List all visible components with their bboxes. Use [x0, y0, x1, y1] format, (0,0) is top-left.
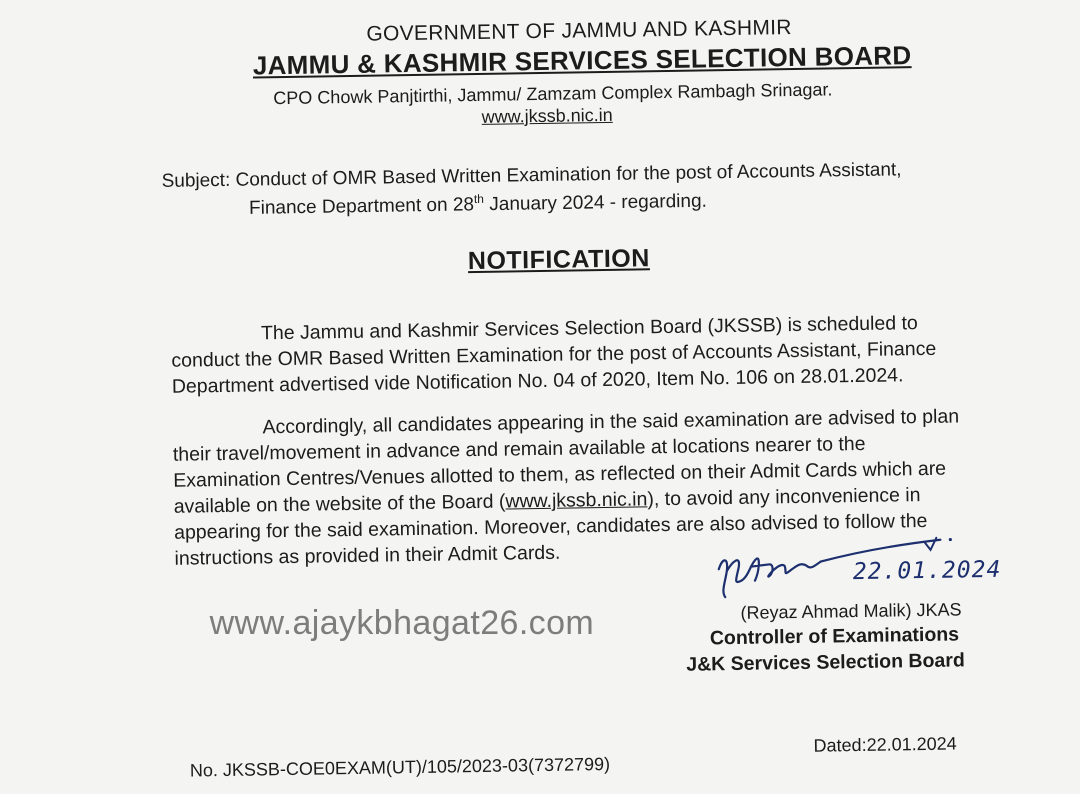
signatory-organisation: J&K Services Selection Board — [686, 649, 965, 676]
subject-line-2 — [249, 188, 707, 220]
dated-value: 22.01.2024 — [866, 733, 957, 755]
para2-line: Examination Centres/Venues allotted to them, as reflected on their Admit Cards which are — [173, 457, 947, 492]
board-address: CPO Chowk Panjtirthi, Jammu/ Zamzam Complex Rambagh Srinagar. — [273, 79, 833, 109]
para1-line: The Jammu and Kashmir Services Selection Board (JKSSB) is scheduled to — [260, 312, 918, 345]
dated-field — [813, 733, 956, 756]
watermark-text: www.ajaykbhagat26.com — [209, 604, 595, 643]
signature-date: 22.01.2024 — [852, 556, 1002, 586]
board-website-link[interactable]: www.jkssb.nic.in — [481, 104, 613, 127]
reference-number: No. JKSSB-COE0EXAM(UT)/105/2023-03(7372799) — [189, 753, 611, 781]
board-website-inline-link[interactable]: www.jkssb.nic.in — [505, 488, 648, 513]
para1-line: conduct the OMR Based Written Examination for the post of Accounts Assistant, Finance — [171, 337, 937, 372]
para2-line: their travel/movement in advance and remain available at locations nearer to the — [172, 432, 866, 466]
para2-line: instructions as provided in their Admit Cards. — [174, 541, 561, 570]
signatory-designation: Controller of Examinations — [709, 623, 960, 650]
subject-line-2-pre: Finance Department on 28 — [248, 194, 475, 219]
signatory-name: (Reyaz Ahmad Malik) JKAS — [740, 599, 962, 623]
para2-line: Accordingly, all candidates appearing in the said examination are advised to plan — [262, 405, 960, 439]
subject-line-1: Subject: Conduct of OMR Based Written Examination for the post of Accounts Assistant, — [161, 159, 902, 192]
dated-label: Dated: — [813, 734, 867, 756]
para2-line4-pre: available on the website of the Board ( — [173, 490, 506, 518]
para1-line: Department advertised vide Notification No. 04 of 2020, Item No. 106 on 28.01.2024. — [171, 364, 904, 398]
para2-line4-post: ), to avoid any inconvenience in — [647, 484, 921, 511]
notification-title: NOTIFICATION — [467, 244, 651, 276]
para2-line: appearing for the said examination. Moreover, candidates are also advised to follow the — [173, 509, 928, 544]
board-name: JAMMU & KASHMIR SERVICES SELECTION BOARD — [252, 40, 912, 81]
government-heading: GOVERNMENT OF JAMMU AND KASHMIR — [366, 16, 792, 46]
subject-line-2-post: January 2024 - regarding. — [483, 190, 708, 216]
subject-superscript: th — [473, 191, 485, 207]
